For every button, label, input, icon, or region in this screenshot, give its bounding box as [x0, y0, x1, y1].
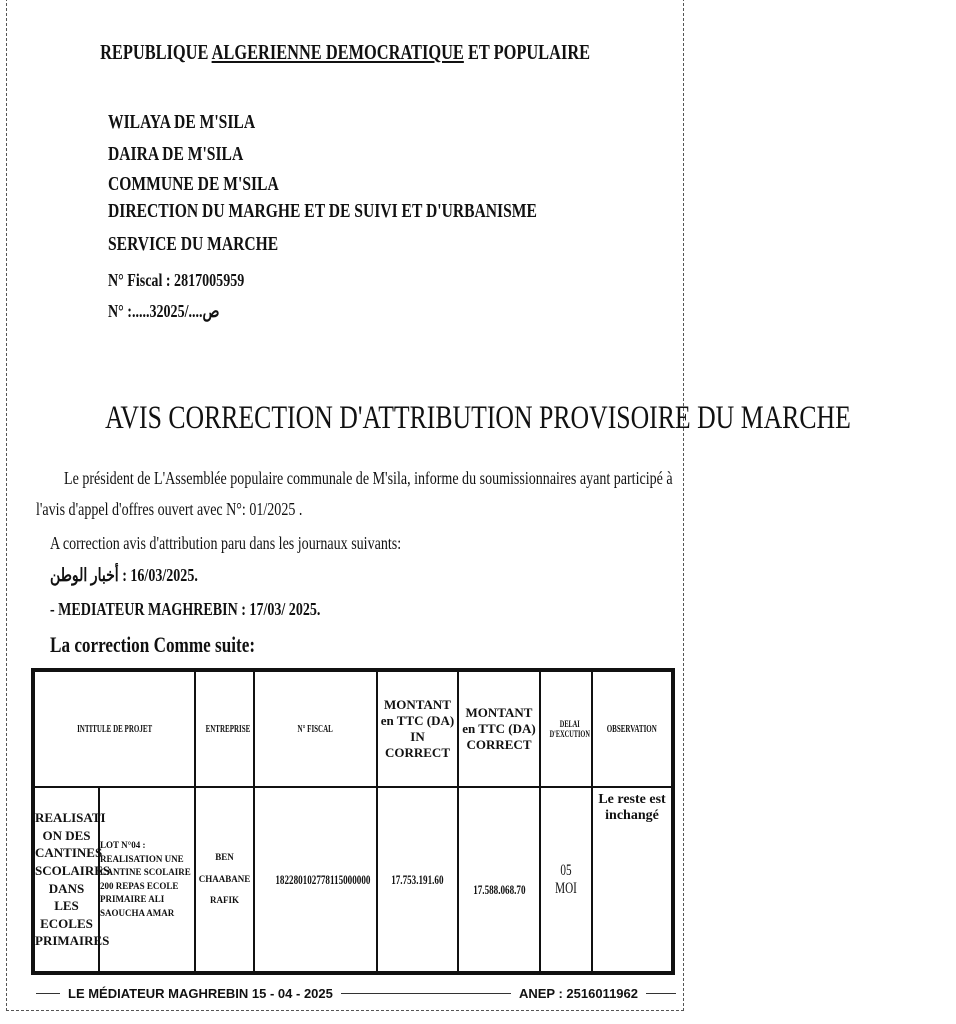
correction-table [31, 668, 675, 975]
header-projet [33, 670, 195, 787]
cell-observation: Le reste est inchangé [592, 787, 673, 973]
footer-rule [36, 993, 60, 994]
text: La correction Comme suite: [50, 632, 256, 657]
header-fiscal [254, 670, 377, 787]
cell-fiscal [254, 787, 377, 973]
text: N° Fiscal : 2817005959 [108, 270, 245, 290]
header-prefix: REPUBLIQUE [100, 40, 212, 64]
footer [36, 986, 676, 1001]
cell-projet: REALISATI ON DES CANTINES SCOLAIRES DANS LES ECOLES PRIMAIRES [33, 787, 99, 973]
header-underlined: ALGERIENNE DEMOCRATIQUE [211, 40, 464, 64]
footer-rule [646, 993, 676, 994]
header-observation [592, 670, 673, 787]
footer-publication: LE MÉDIATEUR MAGHREBIN 15 - 04 - 2025 [68, 986, 333, 1001]
daira [108, 143, 281, 166]
text: WILAYA DE M'SILA [108, 111, 256, 133]
text: l'avis d'appel d'offres ouvert avec N°: 01/2025 . [36, 499, 303, 519]
header-entreprise [195, 670, 254, 787]
notice-title [0, 400, 851, 437]
paragraph-3 [50, 533, 500, 554]
text: DELAI D'EXCUTION [549, 719, 590, 739]
table-header-row [33, 670, 673, 787]
text: Le président de L'Assemblée populaire communale de M'sila, informe du soumissionnaires ayant participé à [64, 468, 673, 488]
text: N° :.....3ص..../2025 [108, 301, 220, 321]
header-delai [540, 670, 592, 787]
header-montant-incorrect [377, 670, 458, 787]
text: DIRECTION DU MARGHE ET DE SUIVI ET D'URBANISME [108, 200, 537, 222]
text: 05 MOI [555, 861, 577, 897]
text: ENTREPRISE [205, 723, 251, 735]
text: MONTANT en TTC (DA) IN CORRECT [380, 697, 455, 760]
cell-entreprise: BEN CHAABANE RAFIK [195, 787, 254, 973]
paragraph-2 [36, 499, 378, 520]
cell-delai [540, 787, 592, 973]
reference-number [108, 301, 251, 322]
republic-header [0, 40, 690, 65]
cell-montant-incorrect [377, 787, 458, 973]
text: - MEDIATEUR MAGHREBIN : 17/03/ 2025. [50, 599, 321, 619]
text: OBSERVATION [606, 723, 658, 735]
table-row [33, 787, 673, 973]
header-montant-correct [458, 670, 540, 787]
paragraph-mediateur [50, 599, 397, 620]
text: N° FISCAL [297, 723, 334, 735]
wilaya [108, 111, 297, 134]
text: AVIS CORRECTION D'ATTRIBUTION PROVISOIRE DU MARCHE [105, 400, 851, 436]
footer-rule [341, 993, 511, 994]
service [108, 233, 326, 256]
arabic-journal-date: : 16/03/2025. [118, 565, 198, 585]
paragraph-arabic-journal [50, 565, 240, 586]
footer-anep: ANEP : 2516011962 [518, 986, 638, 1001]
cell-lot: LOT N°04 : REALISATION UNE CANTINE SCOLAIRE 200 REPAS ECOLE PRIMAIRE ALI SAOUCHA AMAR [99, 787, 195, 973]
header-suffix: ET POPULAIRE [463, 40, 590, 64]
text: DAIRA DE M'SILA [108, 143, 244, 165]
cell-montant-correct [458, 787, 540, 973]
text: 17.588.068.70 [472, 881, 526, 897]
text: 182280102778115000000 [275, 871, 371, 887]
text: MONTANT en TTC (DA) CORRECT [462, 705, 536, 752]
commune [108, 173, 327, 196]
text: SERVICE DU MARCHE [108, 233, 279, 255]
text: COMMUNE DE M'SILA [108, 173, 279, 195]
text: 17.753.191.60 [391, 871, 444, 887]
direction [108, 200, 658, 223]
paragraph-1 [64, 468, 844, 489]
text: INTITULE DE PROJET [76, 723, 153, 735]
text: A correction avis d'attribution paru dans les journaux suivants: [50, 533, 402, 553]
fiscal-number [108, 270, 283, 291]
arabic-journal-name: أخبار الوطن [50, 565, 119, 585]
correction-heading [50, 632, 313, 658]
